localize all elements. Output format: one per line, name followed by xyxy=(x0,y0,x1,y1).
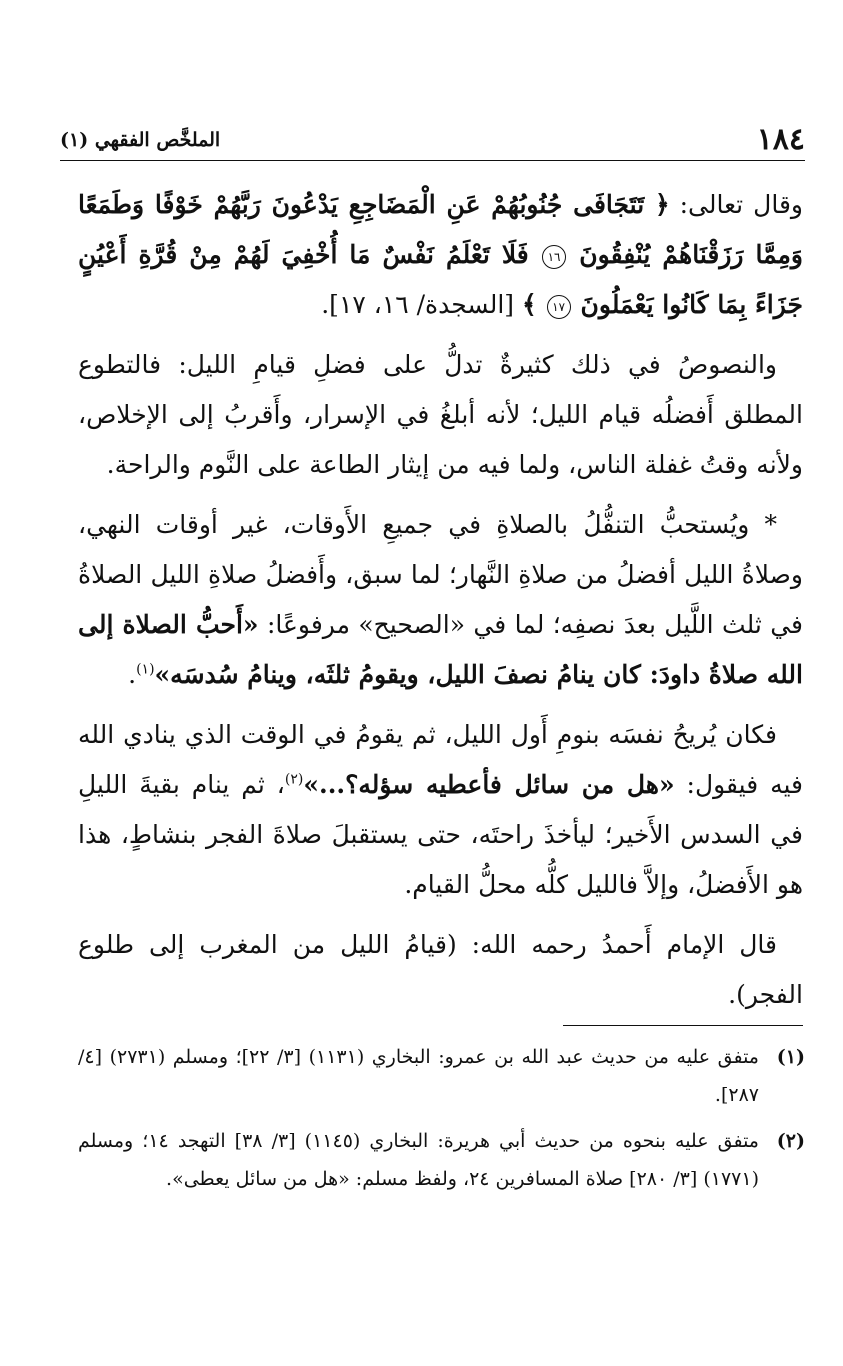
footnote-1 xyxy=(78,1038,805,1114)
footnote-number: (١) xyxy=(776,1046,805,1068)
paragraph-text: * ويُستحبُّ التنفُّلُ بالصلاةِ في جميعِ الأَوقات، غير أوقات النهي، وصلاةُ الليل أفضلُ من صلاةِ النَّهار؛ لما سبق، وأَفضلُ صلاةِ الليل الصلاةُ في ثلث اللَّيل بعدَ نصفِه؛ لما في «الصحيح» مرفوعًا: xyxy=(78,510,803,639)
paragraph-night-prayer-virtue: والنصوصُ في ذلك كثيرةٌ تدلُّ على فضلِ قيامِ الليل: فالتطوع المطلق أَفضلُه قيام الليل؛ لأنه أبلغُ في الإسرار، وأَقربُ إلى الإخلاص، ولأنه وقتُ غفلة الناس، ولما فيه من إيثار الطاعة على النَّوم والراحة. xyxy=(78,350,803,479)
verse-reference: [السجدة/ ١٦، ١٧]. xyxy=(321,290,515,319)
running-title: الملخَّص الفقهي (١) xyxy=(60,129,221,151)
footnote-text: متفق عليه بنحوه من حديث أبي هريرة: البخاري (١١٤٥) [٣/ ٣٨] التهجد ١٤؛ ومسلم (١٧٧١) [٣/ ٢٨٠] صلاة المسافرين ٢٤، ولفظ مسلم: «هل من سائل يعطى». xyxy=(78,1130,759,1190)
main-text xyxy=(78,180,803,1030)
page-header xyxy=(60,120,805,161)
footnote-number: (٢) xyxy=(776,1130,805,1152)
paragraph-text-continued: ، ثم ينام بقيةَ الليلِ في السدس الأَخير؛ ليأخذَ راحتَه، حتى يستقبلَ صلاةَ الفجر بنشاطٍ، هذا هو الأَفضلُ، وإلاَّ فالليل كلُّه محلُّ القيام. xyxy=(78,770,803,899)
footnote-ref-1[interactable]: (١) xyxy=(136,661,155,678)
footnote-text: متفق عليه من حديث عبد الله بن عمرو: البخاري (١١٣١) [٣/ ٢٢]؛ ومسلم (٢٧٣١) [٤/ ٢٨٧]. xyxy=(78,1046,759,1106)
paragraph-quran-verse xyxy=(78,180,803,330)
quran-verse-part-2: فَلَا تَعْلَمُ نَفْسٌ مَا أُخْفِيَ لَهُمْ مِنْ قُرَّةِ أَعْيُنٍ جَزَاءً بِمَا كَانُوا يَعْمَلُونَ xyxy=(78,240,803,319)
paragraph-sleep-pattern xyxy=(78,710,803,910)
quran-verse-close: ﴾ xyxy=(521,290,537,319)
quran-verse-part-1: ﴿ تَتَجَافَى جُنُوبُهُمْ عَنِ الْمَضَاجِعِ يَدْعُونَ رَبَّهُمْ خَوْفًا وَطَمَعًا وَمِمَّا رَزَقْنَاهُمْ يُنْفِقُونَ xyxy=(78,190,804,269)
paragraph-imam-ahmad: قال الإمام أَحمدُ رحمه الله: (قيامُ الليل من المغرب إلى طلوع الفجر). xyxy=(78,930,803,1009)
page-number: ١٨٤ xyxy=(756,122,805,157)
footnote-divider xyxy=(563,1025,803,1026)
hadith-quote: «هل من سائل فأعطيه سؤله؟...» xyxy=(303,770,675,799)
footnote-ref-2[interactable]: (٢) xyxy=(284,771,304,788)
ayah-number-marker: ١٧ xyxy=(547,295,571,319)
verse-intro: وقال تعالى: xyxy=(669,190,803,219)
paragraph-text: فكان يُريحُ نفسَه بنومِ أَول الليل، ثم يقومُ في الوقت الذي ينادي الله فيه فيقول: xyxy=(78,720,804,799)
ayah-number-marker: ١٦ xyxy=(542,245,566,269)
paragraph-voluntary-prayer xyxy=(78,500,803,700)
footnotes-section xyxy=(78,1038,805,1206)
footnote-2 xyxy=(78,1122,805,1198)
paragraph-end: . xyxy=(128,660,137,689)
hadith-quote: «أَحبُّ الصلاة إلى الله صلاةُ داودَ: كان ينامُ نصفَ الليل، ويقومُ ثلثَه، وينامُ سُدسَه» xyxy=(78,610,803,689)
